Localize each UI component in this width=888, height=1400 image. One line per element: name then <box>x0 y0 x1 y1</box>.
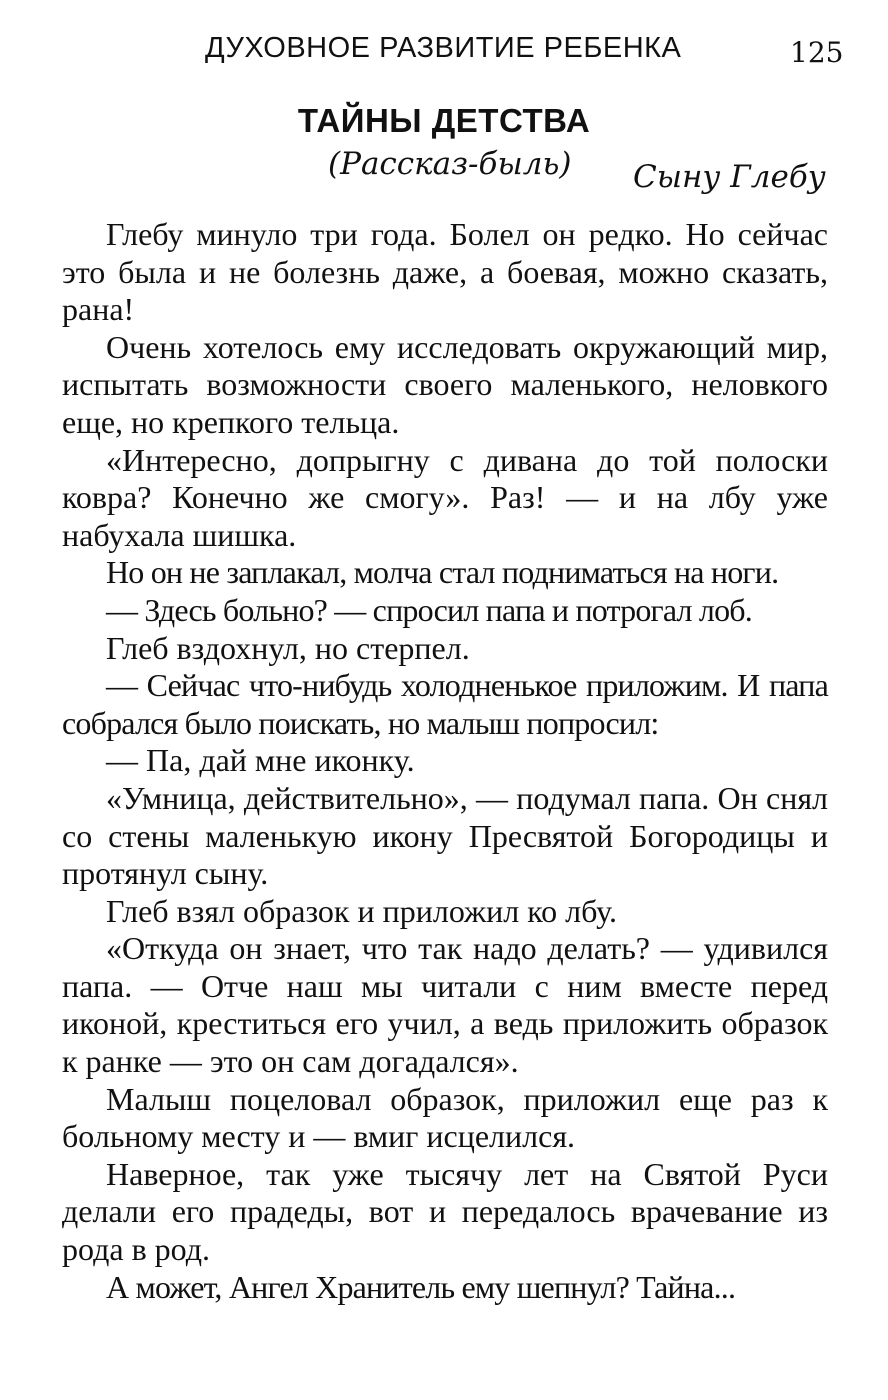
page-number: 125 <box>790 36 844 69</box>
paragraph: Но он не заплакал, молча стал подниматься на ноги. <box>106 554 779 591</box>
paragraph: А может, Ангел Хранитель ему шепнул? Тайна... <box>106 1268 736 1305</box>
paragraph: Глеб взял образок и приложил ко лбу. <box>106 892 617 929</box>
paragraph: Малыш поцеловал образок, приложил еще раз к больному месту и — вмиг исцелился. <box>62 1080 828 1155</box>
paragraph: Глебу минуло три года. Болел он редко. Но сейчас это была и не болезнь даже, а боевая, можно сказать, рана! <box>62 216 828 328</box>
paragraph: «Откуда он знает, что так надо делать? — удивился папа. — Отче наш мы читали с ним вместе перед иконой, креститься его учил, а ведь приложить образок к ранке — это он сам догадался». <box>62 930 828 1080</box>
paragraph: — Здесь больно? — спросил папа и потрогал лоб. <box>106 591 752 628</box>
story-body <box>62 216 828 1306</box>
paragraph: — Сейчас что-нибудь холодненькое приложим. И папа собрался было поискать, но малыш попросил: <box>62 667 828 741</box>
dedication: Сыну Глебу <box>633 159 826 195</box>
paragraph: «Интересно, допрыгну с дивана до той полоски ковра? Конечно же смогу». Раз! — и на лбу уже набухала шишка. <box>62 441 828 553</box>
story-subtitle: (Рассказ-быль) <box>328 146 572 182</box>
paragraph: «Умница, действительно», — подумал папа. Он снял со стены маленькую икону Пресвятой Богородицы и протянул сыну. <box>62 779 828 892</box>
paragraph: — Па, дай мне иконку. <box>106 742 415 779</box>
paragraph: Глеб вздохнул, но стерпел. <box>106 629 470 666</box>
story-title: ТАЙНЫ ДЕТСТВА <box>297 102 591 139</box>
running-head-title: ДУХОВНОЕ РАЗВИТИЕ РЕБЕНКА <box>205 32 682 64</box>
paragraph: Очень хотелось ему исследовать окружающий мир, испытать возможности своего маленького, неловкого еще, но крепкого тельца. <box>62 328 828 440</box>
paragraph: Наверное, так уже тысячу лет на Святой Руси делали его прадеды, вот и передалось врачевание из рода в род. <box>62 1155 828 1268</box>
